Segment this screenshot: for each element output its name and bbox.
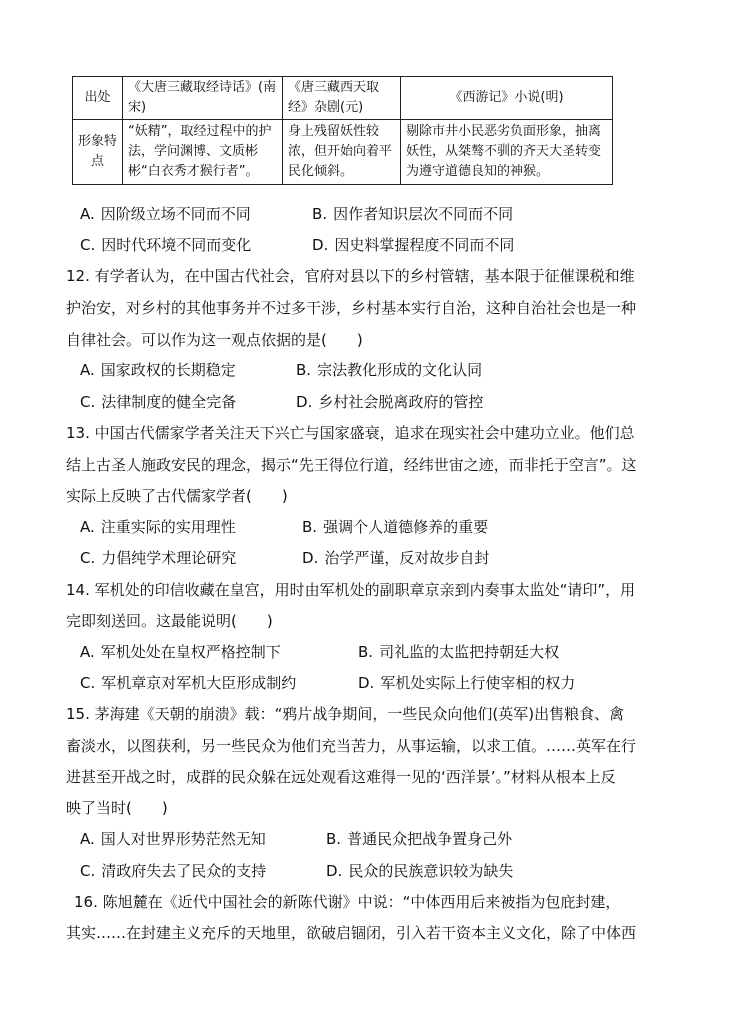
q16-stem-line-2: 其实……在封建主义充斥的天地里，欲破启锢闭，引入若干资本主义文化，除了中体西 [66, 924, 637, 942]
table-cell-yuan: 《唐三藏西天取经》杂剧(元) [283, 77, 401, 120]
q14-option-d-text: 军机处实际上行使宰相的权力 [380, 674, 576, 692]
q12-option-b-text: 宗法教化形成的文化认同 [317, 361, 483, 379]
q15-stem-line-3: 进甚至开战之时，成群的民众躲在远处观看这难得一见的‘西洋景’。”材料从根本上反 [66, 768, 616, 786]
q13-option-b-text: 强调个人道德修养的重要 [323, 518, 489, 536]
table-cell-image-label: 形象特点 [73, 120, 123, 185]
q11-option-a[interactable]: A. 因阶级立场不同而不同 [80, 205, 251, 223]
q12-option-c-text: 法律制度的健全完备 [101, 393, 237, 411]
q15-stem-line-4: 映了当时( ) [66, 799, 168, 817]
q14-option-b[interactable]: B. 司礼监的太监把持朝廷大权 [358, 643, 560, 661]
q14-option-a[interactable]: A. 军机处处在皇权严格控制下 [80, 643, 281, 661]
q14-option-b-text: 司礼监的太监把持朝廷大权 [379, 643, 560, 661]
q13-option-b[interactable]: B. 强调个人道德修养的重要 [302, 518, 489, 536]
table-row-source [73, 77, 613, 120]
table-cell-yuan-image: 身上残留妖性较浓，但开始向着平民化倾斜。 [283, 120, 401, 185]
q11-option-d[interactable]: D. 因史料掌握程度不同而不同 [312, 236, 515, 254]
source-comparison-table [72, 76, 613, 185]
q13-stem-line-1: 13. 中国古代儒家学者关注天下兴亡与国家盛衰，追求在现实社会中建功立业。他们总 [66, 424, 635, 442]
table-cell-song: 《大唐三藏取经诗话》(南宋) [123, 77, 283, 120]
q15-option-c[interactable]: C. 清政府失去了民众的支持 [80, 862, 267, 880]
q14-option-c-text: 军机章京对军机大臣形成制约 [101, 674, 297, 692]
q14-option-d[interactable]: D. 军机处实际上行使宰相的权力 [358, 674, 576, 692]
q14-option-c[interactable]: C. 军机章京对军机大臣形成制约 [80, 674, 297, 692]
table-cell-source-label: 出处 [73, 77, 123, 120]
q11-option-a-text: 因阶级立场不同而不同 [100, 205, 251, 223]
q12-option-d-text: 乡村社会脱离政府的管控 [318, 393, 484, 411]
q13-option-a-text: 注重实际的实用理性 [100, 518, 236, 536]
table-cell-ming: 《西游记》小说(明) [401, 77, 613, 120]
q15-option-a-text: 国人对世界形势茫然无知 [100, 830, 266, 848]
table-row-image [73, 120, 613, 185]
q12-option-a[interactable]: A. 国家政权的长期稳定 [80, 361, 236, 379]
q15-option-b[interactable]: B. 普通民众把战争置身己外 [326, 830, 513, 848]
q15-option-b-text: 普通民众把战争置身己外 [347, 830, 513, 848]
q11-option-b-text: 因作者知识层次不同而不同 [333, 205, 514, 223]
q15-stem-line-2: 畜淡水，以图获利，另一些民众为他们充当苦力，从事运输，以求工值。……英军在行 [66, 737, 637, 755]
table-cell-ming-image: 剔除市井小民恶劣负面形象，抽离妖性，从桀骜不驯的齐天大圣转变为遵守道德良知的神猴。 [401, 120, 613, 185]
q15-stem-line-1: 15. 茅海建《天朝的崩溃》载：“鸦片战争期间，一些民众向他们(英军)出售粮食、禽 [66, 705, 625, 723]
q13-option-d-text: 治学严谨，反对故步自封 [324, 549, 490, 567]
q15-option-c-text: 清政府失去了民众的支持 [101, 862, 267, 880]
q12-option-d[interactable]: D. 乡村社会脱离政府的管控 [296, 393, 484, 411]
q12-option-c[interactable]: C. 法律制度的健全完备 [80, 393, 237, 411]
q14-stem-line-2: 完即刻送回。这最能说明( ) [66, 612, 273, 630]
q13-option-c[interactable]: C. 力倡纯学术理论研究 [80, 549, 237, 567]
q15-option-d[interactable]: D. 民众的民族意识较为缺失 [326, 862, 514, 880]
q11-option-d-text: 因史料掌握程度不同而不同 [334, 236, 515, 254]
q13-stem-line-2: 结上古圣人施政安民的理念，揭示“先王得位行道，经纬世宙之迹，而非托于空言”。这 [66, 456, 637, 474]
q13-stem-line-3: 实际上反映了古代儒家学者( ) [66, 487, 288, 505]
q13-option-a[interactable]: A. 注重实际的实用理性 [80, 518, 236, 536]
q12-option-b[interactable]: B. 宗法教化形成的文化认同 [296, 361, 483, 379]
q11-option-c[interactable]: C. 因时代环境不同而变化 [80, 236, 252, 254]
q12-stem-line-3: 自律社会。可以作为这一观点依据的是( ) [66, 331, 363, 349]
q14-stem-line-1: 14. 军机处的印信收藏在皇宫，用时由军机处的副职章京亲到内奏事太监处“请印”，用 [66, 581, 636, 599]
q12-option-a-text: 国家政权的长期稳定 [100, 361, 236, 379]
q11-option-c-text: 因时代环境不同而变化 [101, 236, 252, 254]
q11-option-b[interactable]: B. 因作者知识层次不同而不同 [312, 205, 514, 223]
q15-option-d-text: 民众的民族意识较为缺失 [348, 862, 514, 880]
q14-option-a-text: 军机处处在皇权严格控制下 [100, 643, 281, 661]
q13-option-c-text: 力倡纯学术理论研究 [101, 549, 237, 567]
table-cell-song-image: “妖精”，取经过程中的护法，学问渊博、文质彬彬“白衣秀才猴行者”。 [123, 120, 283, 185]
q12-stem-line-2: 护治安，对乡村的其他事务并不过多干涉，乡村基本实行自治，这种自治社会也是一种 [66, 299, 637, 317]
q16-stem-line-1: 16. 陈旭麓在《近代中国社会的新陈代谢》中说：“中体西用后来被指为包庇封建， [74, 893, 621, 911]
q12-stem-line-1: 12. 有学者认为，在中国古代社会，官府对县以下的乡村管辖，基本限于征催课税和维 [66, 267, 635, 285]
q15-option-a[interactable]: A. 国人对世界形势茫然无知 [80, 830, 266, 848]
q13-option-d[interactable]: D. 治学严谨，反对故步自封 [302, 549, 490, 567]
